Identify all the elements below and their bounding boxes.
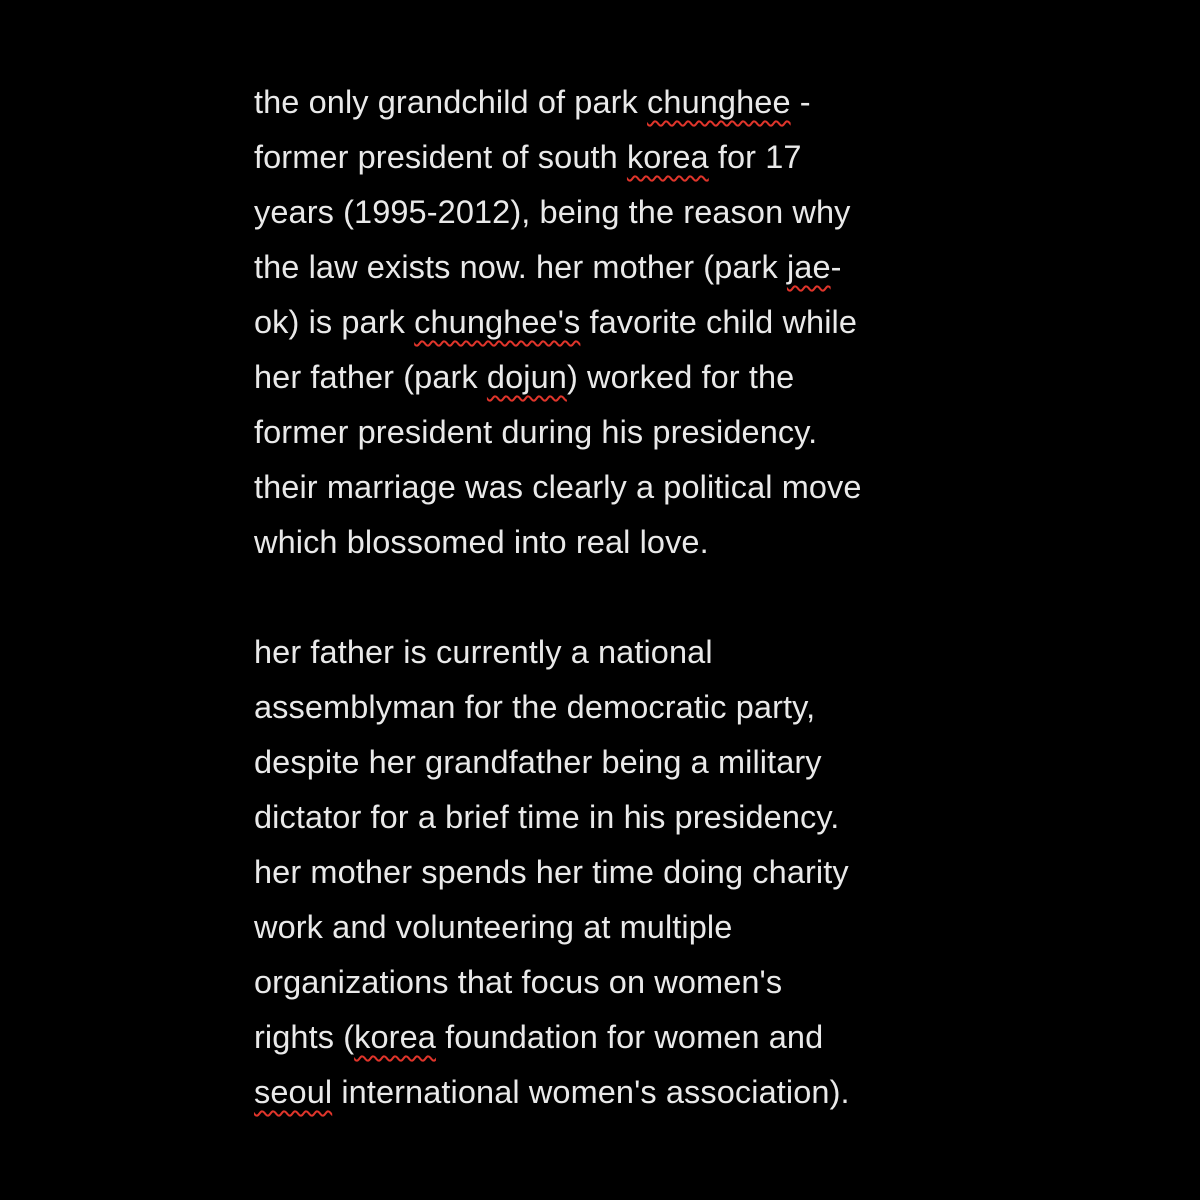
text-segment: dictator for a brief time in his presidency. [254, 799, 840, 835]
text-line [254, 460, 974, 515]
text-line [254, 185, 974, 240]
text-line [254, 295, 974, 350]
text-line [254, 845, 974, 900]
text-line [254, 405, 974, 460]
misspelled-word: korea [354, 1019, 436, 1055]
text-segment: rights ( [254, 1019, 355, 1055]
text-line [254, 680, 974, 735]
text-segment: ok) is park [254, 304, 415, 340]
text-segment: - [790, 84, 811, 120]
text-segment: her father is currently a national [254, 634, 713, 670]
misspelled-word: jae [786, 249, 831, 285]
text-segment: for 17 [708, 139, 802, 175]
text-segment: former president during his presidency. [254, 414, 818, 450]
text-segment: organizations that focus on women's [254, 964, 783, 1000]
text-line [254, 735, 974, 790]
text-segment: former president of south [254, 139, 627, 175]
text-line [254, 1065, 974, 1120]
text-segment: which blossomed into real love. [254, 524, 709, 560]
text-segment: despite her grandfather being a military [254, 744, 822, 780]
text-segment: ) worked for the [566, 359, 795, 395]
misspelled-word: chunghee [647, 84, 791, 120]
text-line [254, 955, 974, 1010]
text-line [254, 790, 974, 845]
text-segment: international women's association). [332, 1074, 850, 1110]
text-line [254, 900, 974, 955]
text-line [254, 625, 974, 680]
text-line [254, 75, 974, 130]
text-segment: her mother spends her time doing charity [254, 854, 849, 890]
text-line [254, 240, 974, 295]
misspelled-word: chunghee's [414, 304, 581, 340]
text-line [254, 515, 974, 570]
text-segment: assemblyman for the democratic party, [254, 689, 816, 725]
note-text-body[interactable] [254, 75, 974, 1120]
text-segment: foundation for women and [435, 1019, 824, 1055]
text-segment: her father (park [254, 359, 487, 395]
text-line [254, 1010, 974, 1065]
text-segment: - [830, 249, 842, 285]
paragraph-break [254, 570, 974, 625]
text-line [254, 350, 974, 405]
text-segment: the law exists now. her mother (park [254, 249, 787, 285]
text-segment: the only grandchild of park [254, 84, 648, 120]
text-segment: work and volunteering at multiple [254, 909, 733, 945]
misspelled-word: korea [626, 139, 709, 175]
text-line [254, 130, 974, 185]
misspelled-word: dojun [486, 359, 567, 395]
text-segment: their marriage was clearly a political move [254, 469, 862, 505]
text-segment: years (1995-2012), being the reason why [254, 194, 851, 230]
misspelled-word: seoul [254, 1074, 333, 1110]
text-segment: favorite child while [580, 304, 858, 340]
